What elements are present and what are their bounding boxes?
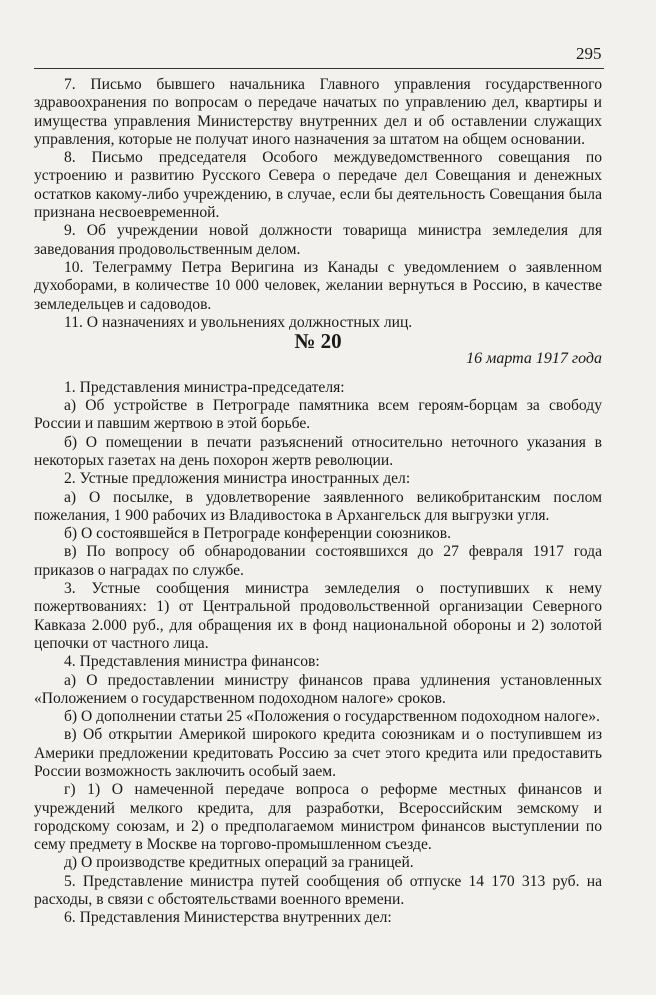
header-rule [34,68,604,69]
paragraph: 10. Телеграмму Петра Веригина из Канады с уведомлением о заявленном духоборами, в количестве 10 000 человек, желании вернуться в Россию, в качестве земледельцев и садоводов. [34,258,602,313]
page-number: 295 [576,44,602,63]
paragraph: в) По вопросу об обнародовании состоявшихся до 27 февраля 1917 года приказов о наградах по службе. [34,543,602,579]
paragraph: б) О помещении в печати разъяснений относительно неточного указания в некоторых газетах на день похорон жертв революции. [34,433,602,469]
paragraph: а) О предоставлении министру финансов права удлинения установленных «Положением о государственном подоходном налоге» сроков. [34,671,602,707]
document-number: № 20 [294,329,342,354]
paragraph: а) О посылке, в удовлетворение заявленного великобританским послом пожелания, 1 900 рабочих из Владивостока в Архангельск для выгрузки угля. [34,488,602,524]
paragraph: б) О дополнении статьи 25 «Положения о государственном подоходном налоге». [64,708,600,726]
paragraph: 1. Представления министра-председателя: [64,378,345,396]
paragraph: 4. Представления министра финансов: [64,653,320,671]
paragraph: б) О состоявшейся в Петрограде конференции союзников. [64,525,452,543]
paragraph: 7. Письмо бывшего начальника Главного управления государственного здравоохранения по вопросам о передаче начатых по управлению дел, квартиры и имущества управления Министерству внутренних дел и об оставлении служащих управления, которые не получат иного назначения за штатом на общем основании. [34,76,602,148]
document-date: 16 марта 1917 года [466,350,602,368]
paragraph: а) Об устройстве в Петрограде памятника всем героям-борцам за свободу России и павшим жертвою в этой борьбе. [34,397,602,433]
paragraph: 5. Представление министра путей сообщения об отпуске 14 170 313 руб. на расходы, в связи с обстоятельствами военного времени. [34,872,602,909]
paragraph: 11. О назначениях и увольнениях должностных лиц. [64,313,413,331]
paragraph: г) 1) О намеченной передаче вопроса о реформе местных финансов и учреждений мелкого кредита, для разработки, Всероссийским земскому и городскому союзам, и 2) о предполагаемом министром финансов выступлении по сему предмету в Москве на торгово-промышленном съезде. [34,781,602,854]
paragraph: 8. Письмо председателя Особого междуведомственного совещания по устроению и развитию Русского Севера о передаче дел Совещания и денежных остатков какому-либо учреждению, в случае, если бы деятельность Совещания была признана несвоевременной. [34,149,602,222]
paragraph: в) Об открытии Америкой широкого кредита союзникам и о поступившем из Америки предложении кредитовать Россию за счет этого кредита или предоставить России возможность заключить особый заем. [34,726,602,780]
paragraph: 2. Устные предложения министра иностранных дел: [64,470,411,488]
paragraph: 3. Устные сообщения министра земледелия о поступивших к нему пожертвованиях: 1) от Центральной продовольственной организации Северного Кавказа 2.000 руб., для обращения их в фонд национальной обороны и 2) золотой цепочки от частного лица. [34,580,602,652]
document-body [34,76,602,928]
paragraph: 6. Представления Министерства внутренних дел: [64,909,392,927]
paragraph: 9. Об учреждении новой должности товарища министра земледелия для заведования продовольственным делом. [34,222,602,258]
paragraph: д) О производстве кредитных операций за границей. [64,854,414,872]
